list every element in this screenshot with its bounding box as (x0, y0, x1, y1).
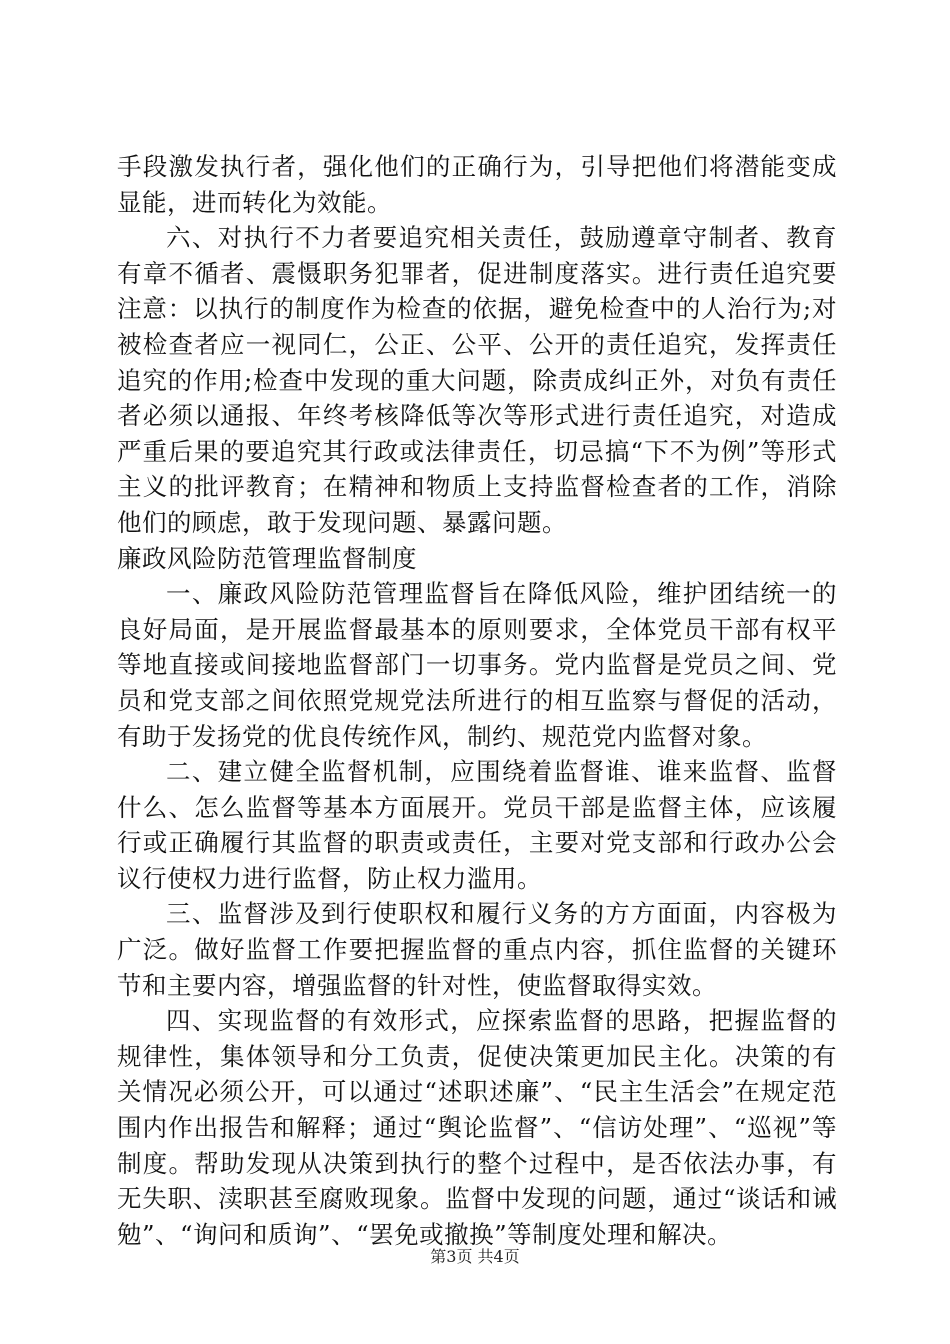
paragraph-item-three: 三、监督涉及到行使职权和履行义务的方方面面，内容极为广泛。做好监督工作要把握监督的重点内容，抓住监督的关键环节和主要内容，增强监督的针对性，使监督取得实效。 (117, 899, 837, 1000)
section-heading: 廉政风险防范管理监督制度 (117, 543, 417, 573)
paragraph-item-two: 二、建立健全监督机制，应围绕着监督谁、谁来监督、监督什么、怎么监督等基本方面展开。党员干部是监督主体，应该履行或正确履行其监督的职责或责任，主要对党支部和行政办公会议行使权力进行监督，防止权力滥用。 (117, 757, 837, 893)
document-body (117, 149, 837, 1252)
paragraph-continuation: 手段激发执行者，强化他们的正确行为，引导把他们将潜能变成显能，进而转化为效能。 (117, 152, 837, 217)
page-number-footer: 第3页 共4页 (430, 1247, 520, 1266)
paragraph-item-six: 六、对执行不力者要追究相关责任，鼓励遵章守制者、教育有章不循者、震慑职务犯罪者，促进制度落实。进行责任追究要注意：以执行的制度作为检查的依据，避免检查中的人治行为;对被检查者应一视同仁，公正、公平、公开的责任追究，发挥责任追究的作用;检查中发现的重大问题，除责成纠正外，对负有责任者必须以通报、年终考核降低等次等形式进行责任追究，对造成严重后果的要追究其行政或法律责任，切忌搞“下不为例”等形式主义的批评教育；在精神和物质上支持监督检查者的工作，消除他们的顾虑，敢于发现问题、暴露问题。 (117, 223, 837, 537)
paragraph-item-four: 四、实现监督的有效形式，应探索监督的思路，把握监督的规律性，集体领导和分工负责，促使决策更加民主化。决策的有关情况必须公开，可以通过“述职述廉”、“民主生活会”在规定范围内作出报告和解释；通过“舆论监督”、“信访处理”、“巡视”等制度。帮助发现从决策到执行的整个过程中，是否依法办事，有无失职、渎职甚至腐败现象。监督中发现的问题，通过“谈话和诫勉”、“询问和质询”、“罢免或撤换”等制度处理和解决。 (117, 1006, 837, 1249)
paragraph-item-one: 一、廉政风险防范管理监督旨在降低风险，维护团结统一的良好局面，是开展监督最基本的原则要求，全体党员干部有权平等地直接或间接地监督部门一切事务。党内监督是党员之间、党员和党支部之间依照党规党法所进行的相互监察与督促的活动，有助于发扬党的优良传统作风，制约、规范党内监督对象。 (117, 579, 837, 751)
